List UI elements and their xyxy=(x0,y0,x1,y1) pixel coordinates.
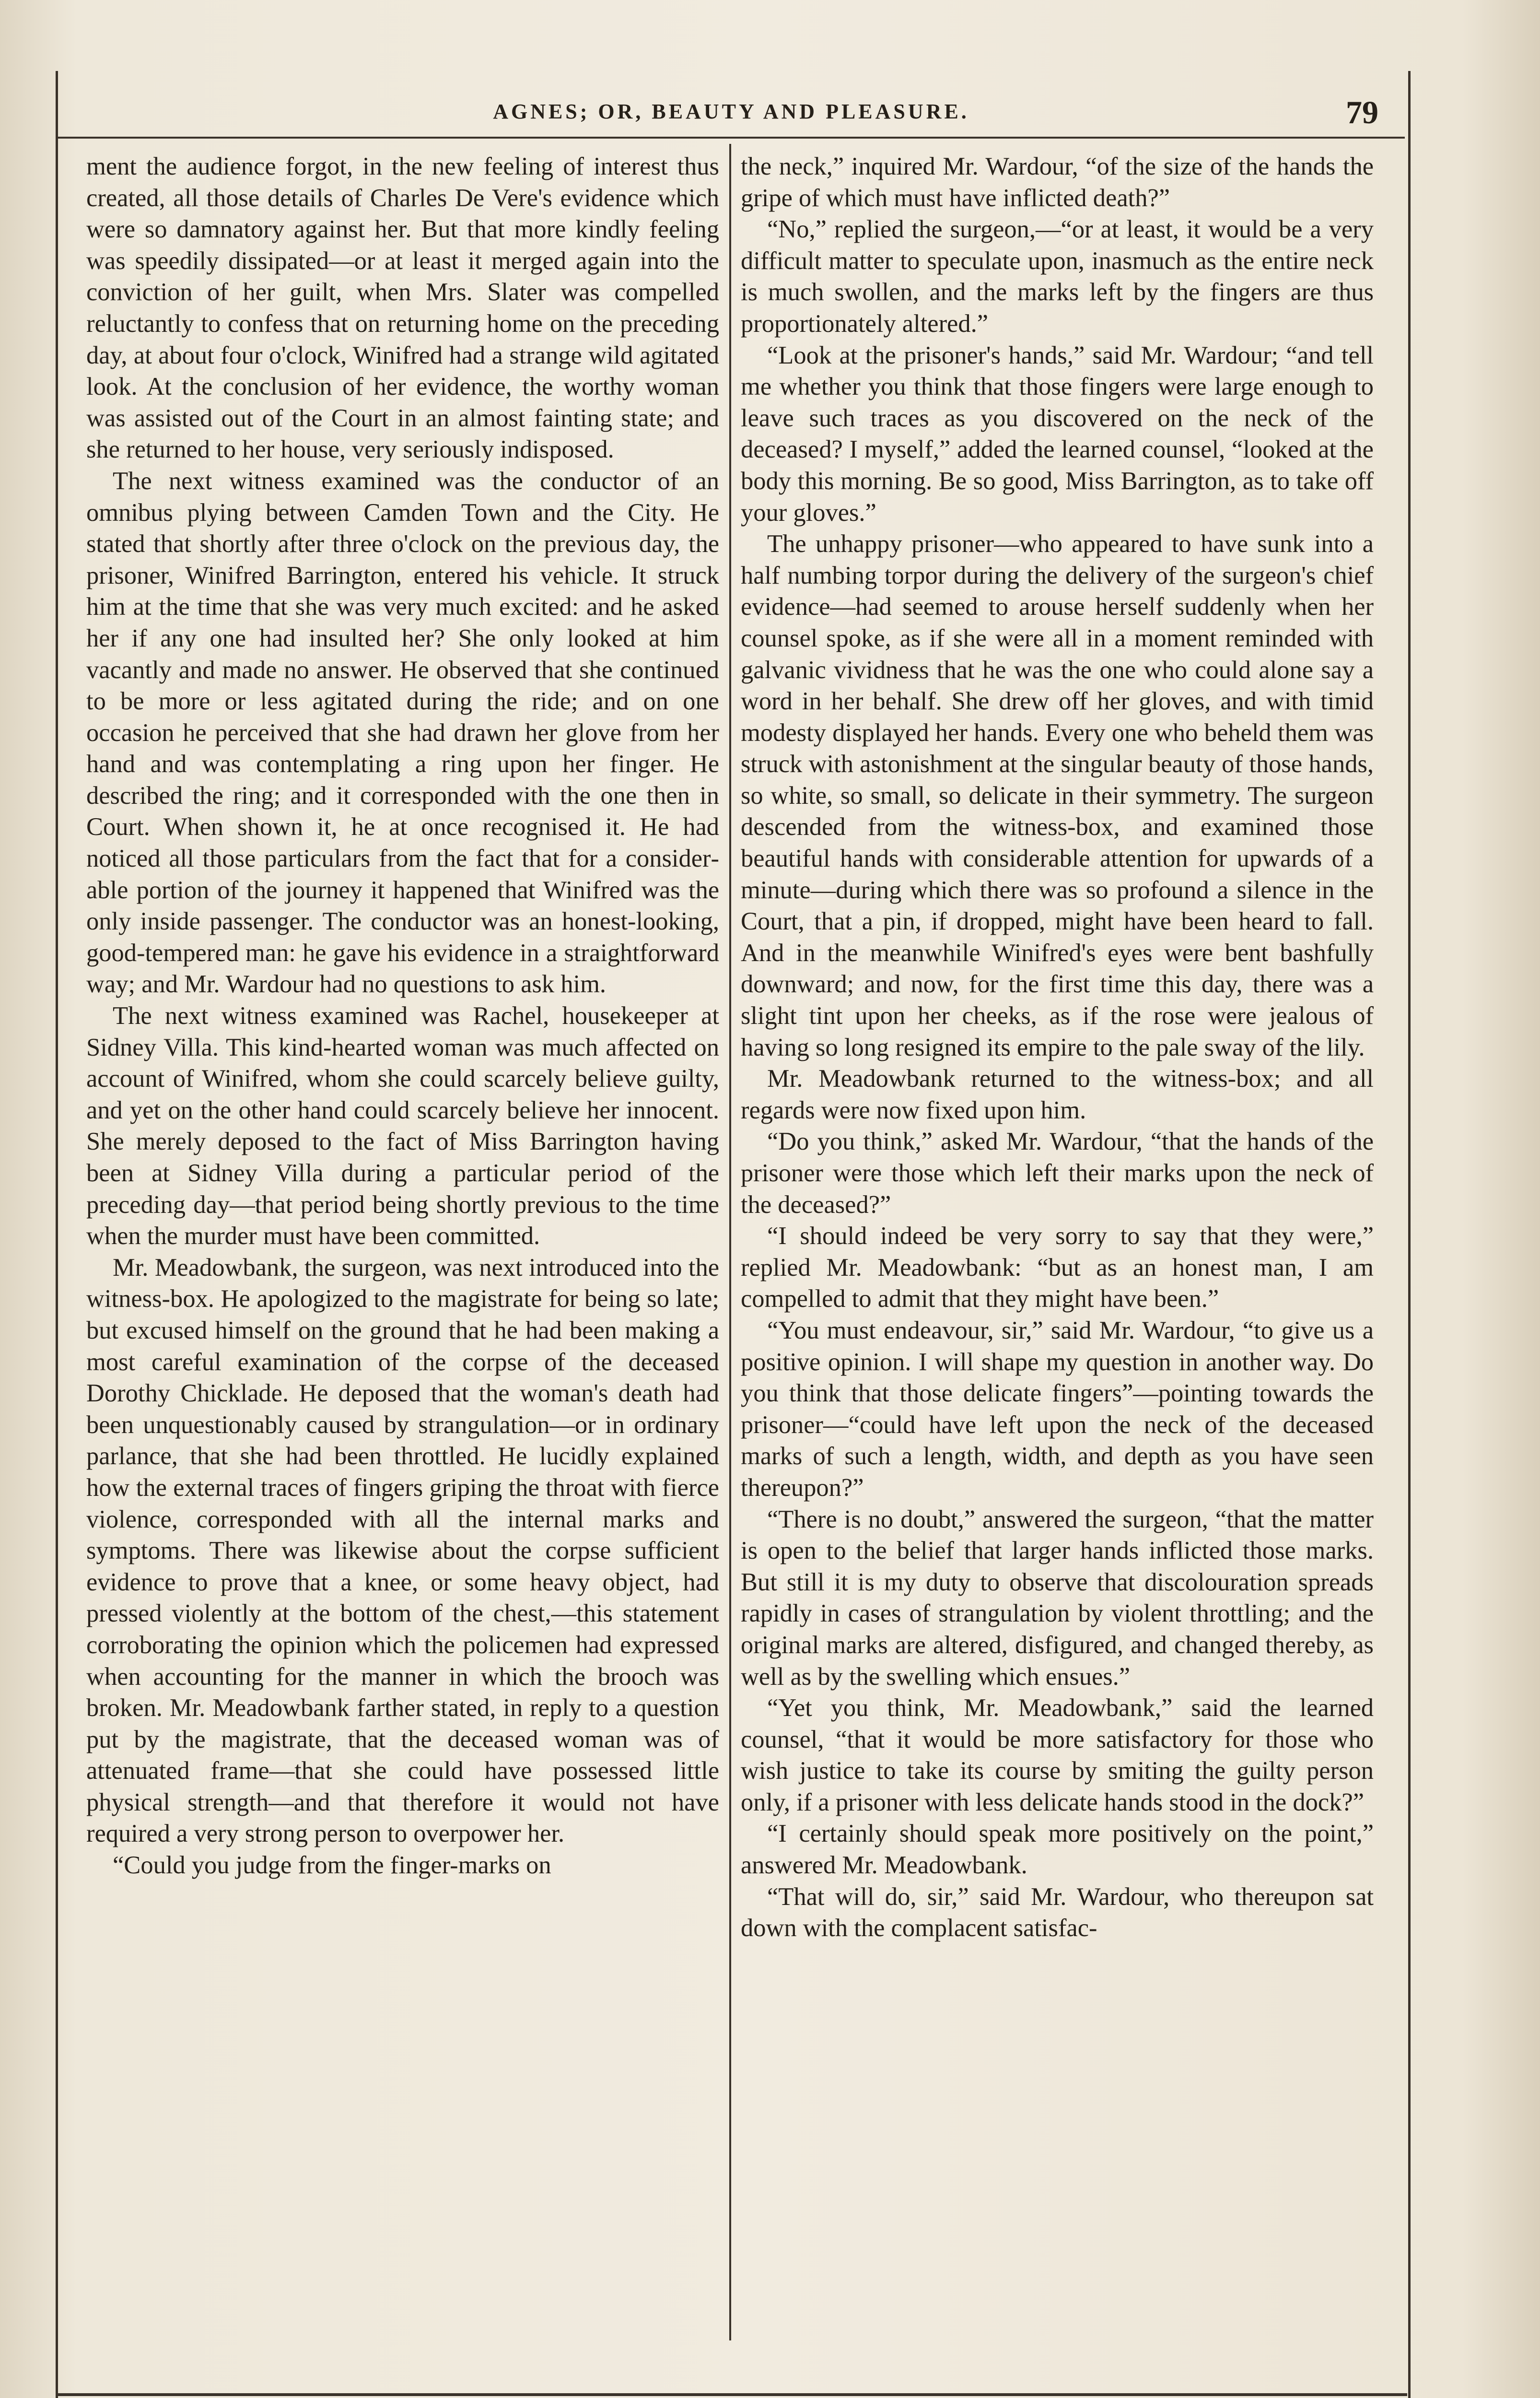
paragraph: “Do you think,” asked Mr. Wardour, “that the hands of the prisoner were those which left their marks upon the neck of the deceased?” xyxy=(741,1128,1374,1219)
paragraph: “I should indeed be very sorry to say that they were,” replied Mr. Meadowbank: “but as an honest man, I am compelled to admit that they might have been.” xyxy=(741,1222,1374,1313)
paragraph: “Could you judge from the finger-marks on xyxy=(113,1851,551,1880)
paragraph: Mr. Meadowbank returned to the witness-box; and all regards were now fixed upon him. xyxy=(741,1065,1374,1124)
paragraph: “There is no doubt,” answered the surgeon, “that the matter is open to the belief that larger hands inflicted those marks. But still it is my duty to observe that discolouration spreads rapidly in cases of strangulation by violent throttling; and the original marks are altered, disfigured, and changed thereby, as well as by the swelling which ensues.” xyxy=(741,1505,1374,1691)
paragraph: “You must endeavour, sir,” said Mr. Wardour, “to give us a positive opinion. I will shape my question in another way. Do you think that those delicate fingers”—pointing towards the prisoner—“could have left upon the neck of the deceased marks of such a length, width, and depth as you have seen thereupon?” xyxy=(741,1316,1374,1502)
page-number: 79 xyxy=(1346,94,1378,130)
page-header xyxy=(58,94,1405,139)
paragraph: “No,” replied the surgeon,—“or at least, it would be a very difficult matter to speculate upon, inasmuch as the entire neck is much swollen, and the marks left by the fingers are thus proportionately altered.” xyxy=(741,215,1374,338)
paragraph: “Look at the prisoner's hands,” said Mr. Wardour; “and tell me whether you think that those fingers were large enough to leave such traces as you discovered on the neck of the deceased? I myself,” added the learned counsel, “looked at the body this morning. Be so good, Miss Barrington, as to take off your gloves.” xyxy=(741,341,1374,527)
paragraph: The unhappy prisoner—who appeared to have sunk into a half numbing torpor during the delivery of the surgeon's chief evidence—had seemed to arouse herself suddenly when her counsel spoke, as if she were all in a moment reminded with galvanic vividness that he was the one who could alone say a word in her behalf. She drew off her gloves, and with timid modesty displayed her hands. Every one who beheld them was struck with astonishment at the singular beauty of those hands, so white, so small, so delicate in their symmetry. The surgeon descended from the witness-box, and examined those beautiful hands with considerable attention for upwards of a minute—during which there was so profound a silence in the Court, that a pin, if dropped, might have been heard to fall. And in the meanwhile Winifred's eyes were bent bashfully downward; and now, for the first time this day, there was a slight tint upon her cheeks, as if the rose were jealous of having so long resigned its empire to the pale sway of the lily. xyxy=(741,530,1374,1061)
paragraph: “That will do, sir,” said Mr. Wardour, who thereupon sat down with the complacent satisfac- xyxy=(741,1882,1374,1942)
running-title: AGNES; OR, BEAUTY AND PLEASURE. xyxy=(493,100,969,123)
paragraph: ment the audience forgot, in the new feeling of interest thus created, all those details of Charles De Vere's evidence which were so damnatory against her. But that more kindly feeling was speedily dissipated—or at least it merged again into the conviction of her guilt, when Mrs. Slater was compelled reluctantly to confess that on returning home on the preceding day, at about four o'clock, Winifred had a strange wild agitated look. At the conclusion of her evidence, the worthy woman was assisted out of the Court in an almost fainting state; and she returned to her house, very seriously indisposed. xyxy=(86,153,719,464)
left-column xyxy=(86,151,719,2357)
paragraph: the neck,” inquired Mr. Wardour, “of the size of the hands the gripe of which must have inflicted death?” xyxy=(741,153,1374,212)
paragraph: The next witness examined was the conductor of an omnibus plying between Camden Town and the City. He stated that shortly after three o'clock on the previous day, the prisoner, Winifred Barrington, entered his vehicle. It struck him at the time that she was very much excited: and he asked her if any one had insulted her? She only looked at him vacantly and made no answer. He observed that she continued to be more or less agitated during the ride; and on one occasion he perceived that she had drawn her glove from her hand and was contemplating a ring upon her finger. He described the ring; and it corresponded with the one then in Court. When shown it, he at once recognised it. He had noticed all those particulars from the fact that for a considerable portion of the journey it happened that Winifred was the only inside passenger. The conductor was an honest-looking, good-tempered man: he gave his evidence in a straightforward way; and Mr. Wardour had no questions to ask him. xyxy=(86,467,719,999)
paragraph: Mr. Meadowbank, the surgeon, was next introduced into the witness-box. He apologized to the magistrate for being so late; but excused himself on the ground that he had been making a most careful examination of the corpse of the deceased Dorothy Chicklade. He deposed that the woman's death had been unquestionably caused by strangulation—or in ordinary parlance, that she had been throttled. He lucidly explained how the external traces of fingers griping the throat with fierce violence, corresponded with all the internal marks and symptoms. There was likewise about the corpse sufficient evidence to prove that a knee, or some heavy object, had pressed violently at the bottom of the chest,—this statement corroborating the opinion which the policemen had expressed when accounting for the manner in which the brooch was broken. Mr. Meadowbank farther stated, in reply to a question put by the magistrate, that the deceased woman was of attenuated frame—that she could have possessed little physical strength—and that therefore it would not have required a very strong person to overpower her. xyxy=(86,1253,719,1848)
column-divider xyxy=(729,144,731,2340)
paragraph: “I certainly should speak more positively on the point,” answered Mr. Meadowbank. xyxy=(741,1820,1374,1880)
paragraph: The next witness examined was Rachel, housekeeper at Sidney Villa. This kind-hearted woman was much affected on account of Winifred, whom she could scarcely believe guilty, and yet on the other hand could scarcely believe her innocent. She merely deposed to the fact of Miss Barrington having been at Sidney Villa during a particular period of the preceding day—that period being shortly previous to the time when the murder must have been committed. xyxy=(86,1002,719,1250)
footer-rule xyxy=(58,2393,1407,2396)
right-column xyxy=(741,151,1374,2357)
paragraph: “Yet you think, Mr. Meadowbank,” said the learned counsel, “that it would be more satisfactory for those who wish justice to take its course by smiting the guilty person only, if a prisoner with less delicate hands stood in the dock?” xyxy=(741,1694,1374,1816)
